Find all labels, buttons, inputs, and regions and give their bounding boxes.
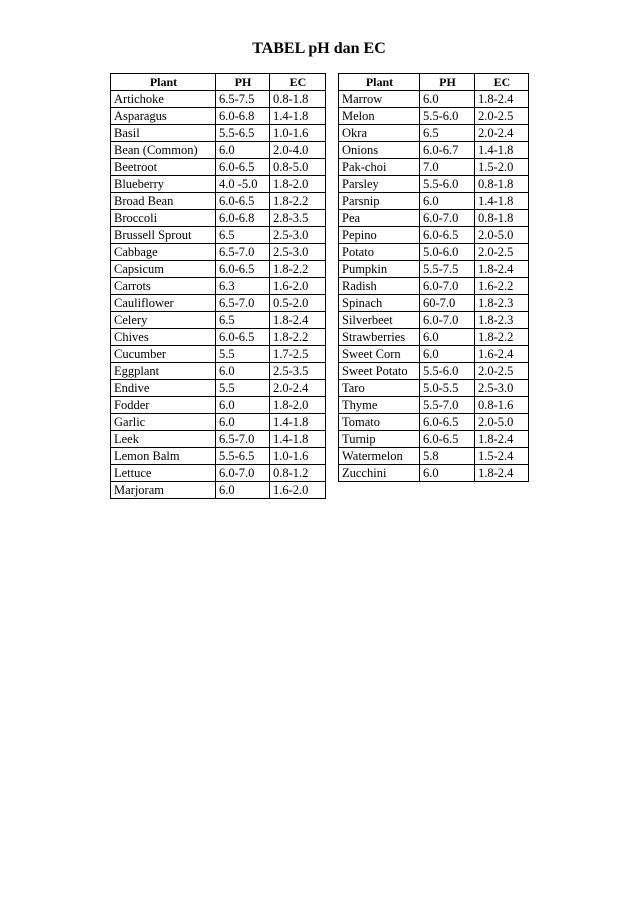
plant-name-cell: Watermelon bbox=[339, 448, 420, 465]
ec-value-cell: 0.8-1.8 bbox=[270, 91, 326, 108]
ph-value-cell: 6.5-7.5 bbox=[216, 91, 270, 108]
table-row bbox=[111, 159, 326, 176]
table-row bbox=[111, 346, 326, 363]
ph-value-cell: 6.0 bbox=[420, 346, 475, 363]
left-table-body bbox=[111, 91, 326, 499]
ph-value-cell: 6.0 bbox=[216, 142, 270, 159]
ec-column-header: EC bbox=[475, 74, 529, 91]
plant-name-cell: Pepino bbox=[339, 227, 420, 244]
plant-name-cell: Marrow bbox=[339, 91, 420, 108]
ec-value-cell: 1.8-2.3 bbox=[475, 312, 529, 329]
ec-value-cell: 1.8-2.0 bbox=[270, 176, 326, 193]
ph-value-cell: 60-7.0 bbox=[420, 295, 475, 312]
ec-value-cell: 1.8-2.2 bbox=[270, 261, 326, 278]
ph-value-cell: 6.5 bbox=[420, 125, 475, 142]
table-row bbox=[111, 278, 326, 295]
ec-value-cell: 2.0-2.4 bbox=[475, 125, 529, 142]
plant-name-cell: Lemon Balm bbox=[111, 448, 216, 465]
ph-value-cell: 5.5-6.0 bbox=[420, 108, 475, 125]
ph-value-cell: 5.5-6.0 bbox=[420, 176, 475, 193]
page-title: TABEL pH dan EC bbox=[252, 40, 386, 57]
plant-name-cell: Parsley bbox=[339, 176, 420, 193]
plant-name-cell: Radish bbox=[339, 278, 420, 295]
ec-value-cell: 1.6-2.2 bbox=[475, 278, 529, 295]
plant-name-cell: Carrots bbox=[111, 278, 216, 295]
plant-name-cell: Sweet Potato bbox=[339, 363, 420, 380]
ec-value-cell: 0.8-5.0 bbox=[270, 159, 326, 176]
table-row bbox=[339, 210, 529, 227]
plant-name-cell: Silverbeet bbox=[339, 312, 420, 329]
plant-name-cell: Lettuce bbox=[111, 465, 216, 482]
table-row bbox=[111, 227, 326, 244]
plant-name-cell: Okra bbox=[339, 125, 420, 142]
ec-value-cell: 1.6-2.0 bbox=[270, 278, 326, 295]
table-row bbox=[339, 295, 529, 312]
ph-value-cell: 6.0-6.5 bbox=[216, 261, 270, 278]
ph-value-cell: 6.0 bbox=[420, 91, 475, 108]
ec-value-cell: 1.4-1.8 bbox=[270, 431, 326, 448]
table-row bbox=[111, 261, 326, 278]
plant-name-cell: Beetroot bbox=[111, 159, 216, 176]
ec-value-cell: 2.5-3.0 bbox=[270, 244, 326, 261]
plant-name-cell: Spinach bbox=[339, 295, 420, 312]
ph-value-cell: 6.0 bbox=[216, 363, 270, 380]
ec-value-cell: 0.8-1.2 bbox=[270, 465, 326, 482]
plant-name-cell: Sweet Corn bbox=[339, 346, 420, 363]
table-row bbox=[111, 329, 326, 346]
ph-value-cell: 6.0 bbox=[216, 482, 270, 499]
plant-name-cell: Broad Bean bbox=[111, 193, 216, 210]
plant-name-cell: Marjoram bbox=[111, 482, 216, 499]
plant-name-cell: Brussell Sprout bbox=[111, 227, 216, 244]
ec-value-cell: 1.8-2.3 bbox=[475, 295, 529, 312]
table-row bbox=[111, 380, 326, 397]
ph-value-cell: 6.0-6.7 bbox=[420, 142, 475, 159]
table-row bbox=[339, 125, 529, 142]
ec-value-cell: 1.4-1.8 bbox=[475, 193, 529, 210]
ph-column-header: PH bbox=[420, 74, 475, 91]
left-ph-ec-table bbox=[110, 73, 326, 499]
ec-value-cell: 1.6-2.0 bbox=[270, 482, 326, 499]
ec-value-cell: 2.0-5.0 bbox=[475, 227, 529, 244]
table-row bbox=[339, 91, 529, 108]
table-row bbox=[111, 210, 326, 227]
table-row bbox=[339, 465, 529, 482]
ec-value-cell: 1.4-1.8 bbox=[270, 108, 326, 125]
plant-name-cell: Parsnip bbox=[339, 193, 420, 210]
plant-name-cell: Garlic bbox=[111, 414, 216, 431]
table-row bbox=[339, 142, 529, 159]
ec-value-cell: 2.5-3.0 bbox=[270, 227, 326, 244]
plant-name-cell: Thyme bbox=[339, 397, 420, 414]
ph-value-cell: 6.0-6.5 bbox=[420, 414, 475, 431]
ph-value-cell: 6.0-6.5 bbox=[216, 329, 270, 346]
ec-value-cell: 1.8-2.4 bbox=[475, 91, 529, 108]
plant-name-cell: Pumpkin bbox=[339, 261, 420, 278]
ph-value-cell: 5.5-6.5 bbox=[216, 125, 270, 142]
table-row bbox=[111, 108, 326, 125]
plant-name-cell: Artichoke bbox=[111, 91, 216, 108]
table-row bbox=[111, 193, 326, 210]
ph-value-cell: 5.5-6.0 bbox=[420, 363, 475, 380]
ph-value-cell: 5.0-5.5 bbox=[420, 380, 475, 397]
ph-value-cell: 5.5 bbox=[216, 346, 270, 363]
ec-value-cell: 1.4-1.8 bbox=[270, 414, 326, 431]
plant-name-cell: Zucchini bbox=[339, 465, 420, 482]
ph-value-cell: 6.0-7.0 bbox=[420, 312, 475, 329]
ec-value-cell: 2.0-2.5 bbox=[475, 363, 529, 380]
ph-value-cell: 6.0-6.8 bbox=[216, 108, 270, 125]
table-row bbox=[339, 448, 529, 465]
plant-name-cell: Bean (Common) bbox=[111, 142, 216, 159]
plant-name-cell: Cucumber bbox=[111, 346, 216, 363]
table-row bbox=[111, 91, 326, 108]
ec-value-cell: 1.5-2.4 bbox=[475, 448, 529, 465]
plant-name-cell: Onions bbox=[339, 142, 420, 159]
ph-value-cell: 6.0-6.5 bbox=[420, 431, 475, 448]
ec-value-cell: 2.0-4.0 bbox=[270, 142, 326, 159]
table-row bbox=[339, 329, 529, 346]
ph-value-cell: 6.0 bbox=[420, 329, 475, 346]
plant-name-cell: Capsicum bbox=[111, 261, 216, 278]
table-row bbox=[339, 159, 529, 176]
plant-name-cell: Blueberry bbox=[111, 176, 216, 193]
ec-value-cell: 2.5-3.5 bbox=[270, 363, 326, 380]
table-row bbox=[339, 227, 529, 244]
plant-name-cell: Basil bbox=[111, 125, 216, 142]
ec-value-cell: 1.5-2.0 bbox=[475, 159, 529, 176]
ec-value-cell: 1.8-2.2 bbox=[270, 329, 326, 346]
plant-column-header: Plant bbox=[111, 74, 216, 91]
ph-value-cell: 5.8 bbox=[420, 448, 475, 465]
ph-value-cell: 7.0 bbox=[420, 159, 475, 176]
ec-value-cell: 1.6-2.4 bbox=[475, 346, 529, 363]
ec-value-cell: 1.8-2.4 bbox=[270, 312, 326, 329]
ec-value-cell: 2.0-2.5 bbox=[475, 244, 529, 261]
ec-value-cell: 0.5-2.0 bbox=[270, 295, 326, 312]
ec-column-header: EC bbox=[270, 74, 326, 91]
ec-value-cell: 1.8-2.4 bbox=[475, 465, 529, 482]
table-row bbox=[339, 176, 529, 193]
ph-value-cell: 5.5 bbox=[216, 380, 270, 397]
table-row bbox=[111, 295, 326, 312]
table-row bbox=[339, 193, 529, 210]
table-row bbox=[339, 397, 529, 414]
ph-value-cell: 6.0-6.5 bbox=[216, 159, 270, 176]
ec-value-cell: 0.8-1.8 bbox=[475, 176, 529, 193]
ph-value-cell: 6.0-6.8 bbox=[216, 210, 270, 227]
table-row bbox=[111, 312, 326, 329]
plant-name-cell: Cabbage bbox=[111, 244, 216, 261]
ec-value-cell: 1.8-2.0 bbox=[270, 397, 326, 414]
table-row bbox=[339, 108, 529, 125]
table-row bbox=[339, 244, 529, 261]
table-row bbox=[339, 261, 529, 278]
ph-value-cell: 6.5-7.0 bbox=[216, 295, 270, 312]
ph-value-cell: 6.0-6.5 bbox=[420, 227, 475, 244]
plant-name-cell: Endive bbox=[111, 380, 216, 397]
table-row bbox=[111, 465, 326, 482]
plant-name-cell: Tomato bbox=[339, 414, 420, 431]
plant-name-cell: Cauliflower bbox=[111, 295, 216, 312]
ph-value-cell: 6.0-7.0 bbox=[216, 465, 270, 482]
ph-value-cell: 6.0 bbox=[420, 465, 475, 482]
ec-value-cell: 2.0-5.0 bbox=[475, 414, 529, 431]
table-header-row bbox=[111, 74, 326, 91]
table-row bbox=[111, 244, 326, 261]
ec-value-cell: 1.8-2.2 bbox=[475, 329, 529, 346]
table-row bbox=[111, 431, 326, 448]
ph-value-cell: 5.5-6.5 bbox=[216, 448, 270, 465]
ph-value-cell: 6.0 bbox=[216, 397, 270, 414]
ph-value-cell: 5.0-6.0 bbox=[420, 244, 475, 261]
table-row bbox=[111, 448, 326, 465]
plant-name-cell: Leek bbox=[111, 431, 216, 448]
table-row bbox=[339, 346, 529, 363]
table-row bbox=[339, 278, 529, 295]
ec-value-cell: 2.0-2.4 bbox=[270, 380, 326, 397]
ph-value-cell: 6.0-7.0 bbox=[420, 278, 475, 295]
table-header-row bbox=[339, 74, 529, 91]
ec-value-cell: 0.8-1.8 bbox=[475, 210, 529, 227]
ec-value-cell: 1.0-1.6 bbox=[270, 448, 326, 465]
ec-value-cell: 1.4-1.8 bbox=[475, 142, 529, 159]
ph-value-cell: 6.0-7.0 bbox=[420, 210, 475, 227]
right-ph-ec-table bbox=[338, 73, 529, 482]
ph-value-cell: 6.0-6.5 bbox=[216, 193, 270, 210]
ph-value-cell: 6.3 bbox=[216, 278, 270, 295]
table-row bbox=[111, 414, 326, 431]
plant-name-cell: Broccoli bbox=[111, 210, 216, 227]
table-row bbox=[111, 363, 326, 380]
plant-name-cell: Taro bbox=[339, 380, 420, 397]
ec-value-cell: 1.0-1.6 bbox=[270, 125, 326, 142]
ph-value-cell: 5.5-7.5 bbox=[420, 261, 475, 278]
ec-value-cell: 1.8-2.4 bbox=[475, 431, 529, 448]
ph-value-cell: 4.0 -5.0 bbox=[216, 176, 270, 193]
ph-value-cell: 6.5 bbox=[216, 312, 270, 329]
ec-value-cell: 0.8-1.6 bbox=[475, 397, 529, 414]
ph-value-cell: 6.0 bbox=[420, 193, 475, 210]
plant-name-cell: Fodder bbox=[111, 397, 216, 414]
ec-value-cell: 2.8-3.5 bbox=[270, 210, 326, 227]
table-row bbox=[339, 380, 529, 397]
ph-value-cell: 5.5-7.0 bbox=[420, 397, 475, 414]
plant-name-cell: Chives bbox=[111, 329, 216, 346]
ph-column-header: PH bbox=[216, 74, 270, 91]
ec-value-cell: 1.8-2.2 bbox=[270, 193, 326, 210]
plant-name-cell: Turnip bbox=[339, 431, 420, 448]
ec-value-cell: 1.8-2.4 bbox=[475, 261, 529, 278]
ec-value-cell: 1.7-2.5 bbox=[270, 346, 326, 363]
plant-name-cell: Eggplant bbox=[111, 363, 216, 380]
plant-name-cell: Asparagus bbox=[111, 108, 216, 125]
plant-name-cell: Pea bbox=[339, 210, 420, 227]
table-row bbox=[339, 363, 529, 380]
ph-value-cell: 6.5-7.0 bbox=[216, 244, 270, 261]
ph-value-cell: 6.5 bbox=[216, 227, 270, 244]
plant-column-header: Plant bbox=[339, 74, 420, 91]
plant-name-cell: Melon bbox=[339, 108, 420, 125]
table-row bbox=[111, 482, 326, 499]
plant-name-cell: Celery bbox=[111, 312, 216, 329]
table-row bbox=[339, 414, 529, 431]
ph-value-cell: 6.0 bbox=[216, 414, 270, 431]
right-table-body bbox=[339, 91, 529, 482]
table-row bbox=[111, 397, 326, 414]
plant-name-cell: Strawberries bbox=[339, 329, 420, 346]
table-row bbox=[111, 125, 326, 142]
table-row bbox=[111, 142, 326, 159]
ec-value-cell: 2.5-3.0 bbox=[475, 380, 529, 397]
ec-value-cell: 2.0-2.5 bbox=[475, 108, 529, 125]
table-row bbox=[111, 176, 326, 193]
ph-value-cell: 6.5-7.0 bbox=[216, 431, 270, 448]
table-row bbox=[339, 312, 529, 329]
table-row bbox=[339, 431, 529, 448]
plant-name-cell: Potato bbox=[339, 244, 420, 261]
plant-name-cell: Pak-choi bbox=[339, 159, 420, 176]
